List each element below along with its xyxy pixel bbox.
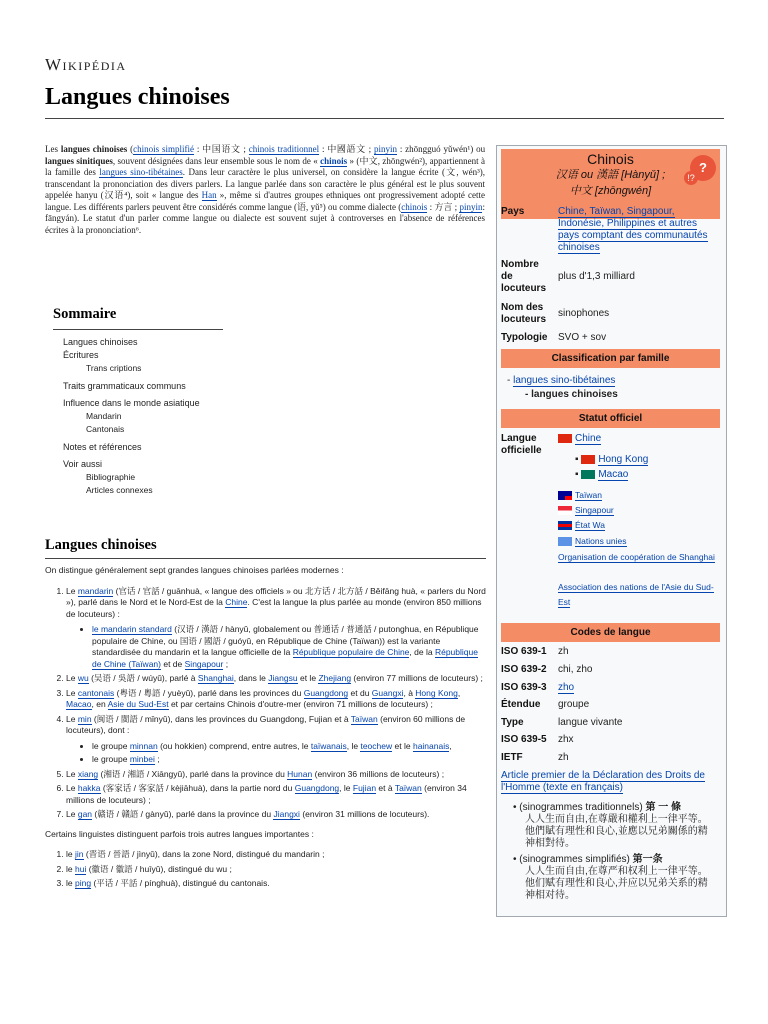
trad-label: (sinogrammes traditionnels) <box>519 802 643 813</box>
toc-item[interactable]: Écritures <box>63 350 99 360</box>
item-text: (徽语 / 徽語 / huīyǔ), distingué du wu ; <box>88 863 232 874</box>
link-chine-ib[interactable]: Chine <box>575 433 602 444</box>
intro-text: : zhōngguó yǔwén¹) ou <box>399 144 486 154</box>
item-text: (平话 / 平話 / pínghuà), distingué du cantonais. <box>93 878 270 888</box>
section-lead: On distingue généralement sept grandes langues chinoises parlées modernes : <box>45 565 344 575</box>
item-text: , en <box>91 699 106 709</box>
list-item <box>66 769 486 781</box>
item-text: (闽语 / 閩語 / mǐnyǔ), dans les provinces du Guangdong, Fujian et à <box>93 713 349 724</box>
list-item <box>66 878 486 890</box>
link-rpc[interactable]: République populaire de Chine <box>292 647 410 657</box>
hong-kong-flag-icon <box>581 455 595 464</box>
official-item <box>558 580 718 610</box>
link-ping[interactable]: ping <box>75 878 92 888</box>
item-text: (湘语 / 湘語 / Xiāngyǔ), parlé dans la province du <box>100 768 285 779</box>
intro-text: . Dans leur caractère le plus universel, on considère la langue écrite (文, wén³), transcendant la prononciation des divers parlers. La langue parlée dans son caractère le plus général est le plus souvent appelée hanyu (汉语⁴), soit « langue des <box>45 167 486 200</box>
code-label: ISO 639-3 <box>501 682 547 693</box>
item-text: Le <box>66 713 76 724</box>
list-item <box>66 849 486 861</box>
link-nations-unies[interactable]: Nations unies <box>575 536 627 546</box>
link-taiwan-ib[interactable]: Taïwan <box>575 490 602 500</box>
typologie-label: Typologie <box>501 332 548 343</box>
intro-text: : 方言 ; <box>429 201 458 212</box>
section-lead-2: Certains linguistes distinguent parfois trois autres langues importantes : <box>45 828 314 839</box>
link-xiang[interactable]: xiang <box>77 768 99 779</box>
item-text: (粤语 / 粵語 / yuèyǔ), parlé dans les provinces du <box>116 687 302 698</box>
table-of-contents <box>45 306 230 497</box>
link-declaration-droits[interactable]: Article premier de la Déclaration des Droits de l'Homme (texte en français) <box>501 770 705 793</box>
link-asean[interactable]: Association des nations de l'Asie du Sud-Est <box>558 582 714 607</box>
item-text: (赣语 / 贛語 / gànyǔ), parlé dans la province du <box>94 809 272 819</box>
link-jiangxi[interactable]: Jiangxi <box>273 809 300 819</box>
speech-bubble-small-icon: !? <box>684 171 698 185</box>
link-etat-wa[interactable]: État Wa <box>575 520 605 530</box>
infobox-subtitle-1: 汉语 ou 漢語 [Hànyǔ] ; <box>555 169 666 181</box>
code-label: ISO 639-1 <box>501 646 547 657</box>
intro-paragraph <box>45 144 485 236</box>
link-singapour-ib[interactable]: Singapour <box>575 505 614 515</box>
link-hong-kong[interactable]: Hong Kong <box>415 687 458 698</box>
official-item: ▪ Hong Kong <box>575 454 649 465</box>
item-text: (吴语 / 吳語 / wúyǔ), parlé à <box>91 673 196 683</box>
singapore-flag-icon <box>558 506 572 515</box>
codes-band: Codes de langue <box>501 623 720 642</box>
link-rdc-taiwan[interactable]: République de Chine (Taïwan) <box>92 647 478 669</box>
nom-locuteurs-label: Nom des locuteurs <box>501 302 547 325</box>
item-text: Le <box>66 809 76 819</box>
item-text: (汉语 / 漢語 / hànyǔ, globalement ou 普通话 / 普通話 / putonghua, en République populaire de Chine, ou 国语 / 國語 / guóyǔ, en République de Chine (Taïwan)) est la variante standardisée du mandarin et la langue officielle de la <box>92 624 479 657</box>
intro-text: : 中国语文 ; <box>196 144 246 154</box>
link-hainanais[interactable]: hainanais <box>412 740 450 751</box>
official-item <box>558 535 627 547</box>
item-text: (ou hokkien) comprend, entre autres, le <box>160 740 309 751</box>
official-item <box>558 433 601 445</box>
nombre-locuteurs-value: plus d'1,3 milliard <box>558 271 635 282</box>
toc-divider <box>53 329 223 330</box>
link-guangxi[interactable]: Guangxi <box>371 687 404 698</box>
link-guangdong[interactable]: Guangdong <box>303 687 349 698</box>
link-chine[interactable]: Chine <box>225 597 248 607</box>
section-divider <box>45 558 486 559</box>
item-text: . C'est la langue la plus parlée au monde (environ 850 millions de locuteurs) : <box>66 597 482 619</box>
typologie-value: SVO + sov <box>558 332 607 343</box>
code-label: IETF <box>501 752 523 763</box>
item-text: (environ 34 millions de locuteurs) ; <box>66 783 467 805</box>
taiwan-flag-icon <box>558 491 572 500</box>
item-text: ; <box>225 658 229 669</box>
official-item <box>558 550 718 565</box>
statut-band: Statut officiel <box>501 409 720 428</box>
item-text: , <box>449 740 452 751</box>
item-text: Le <box>66 585 76 596</box>
link-guangdong-2[interactable]: Guangdong <box>294 783 340 793</box>
classification-current: langues chinoises <box>531 389 618 400</box>
intro-text: : 中國語文 ; <box>321 144 372 154</box>
code-value: chi, zho <box>558 664 593 675</box>
intro-text: Les <box>45 144 58 154</box>
item-text: , à <box>403 687 413 698</box>
other-languages-list <box>45 849 486 890</box>
link-gan[interactable]: gan <box>77 809 93 819</box>
link-jin[interactable]: jin <box>75 849 84 859</box>
un-flag-icon <box>558 537 572 546</box>
simp-label: (sinogrammes simplifiés) <box>519 854 630 865</box>
item-text: , le <box>339 783 351 793</box>
item-text: Le <box>66 768 76 779</box>
intro-text: » (中文, zhōngwén²), appartiennent à la famille des <box>45 155 485 177</box>
item-text: le <box>66 863 73 874</box>
link-wu[interactable]: wu <box>77 673 89 683</box>
list-item <box>66 783 486 806</box>
toc-subitem[interactable]: Cantonais <box>86 424 125 434</box>
link-jiangsu[interactable]: Jiangsu <box>268 673 298 683</box>
classification-item: - langues sino-tibétaines <box>507 375 616 386</box>
item-text: et par certains Chinois d'outre-mer (environ 71 millions de locuteurs) ; <box>170 699 433 709</box>
intro-bold-term: langues sinitiques <box>45 155 113 166</box>
list-item <box>92 741 486 753</box>
toc-item[interactable]: Traits grammaticaux communs <box>63 381 186 391</box>
infobox-subtitle-2: 中文 [zhōngwén] <box>569 185 652 197</box>
link-mandarin[interactable]: mandarin <box>77 585 114 596</box>
intro-bold-term: langues chinoises <box>60 144 128 154</box>
page-title: Langues chinoises <box>45 84 230 110</box>
sublist <box>66 624 486 670</box>
item-text: (晋语 / 晉語 / jìnyǔ), dans la zone Nord, distingué du mandarin ; <box>85 849 325 859</box>
infobox <box>496 145 727 917</box>
toc-item[interactable]: Langues chinoises <box>63 337 138 347</box>
link-teochew[interactable]: teochew <box>360 740 393 751</box>
intro-text: », même si d'autres groupes ethniques ont progressivement adopté cette langue. Les différents parlers peuvent être considérés comme langue (语, yǔ⁵) ou comme dialecte ( <box>45 190 485 212</box>
official-item: ▪ Macao <box>575 469 629 480</box>
item-text: le <box>66 878 73 888</box>
code-value <box>558 682 574 694</box>
toc-subitem[interactable]: Bibliographie <box>86 472 136 482</box>
item-text: , le <box>346 740 359 751</box>
code-label: ISO 639-5 <box>501 734 547 745</box>
link-macao[interactable]: Macao <box>66 699 92 709</box>
item-text: et le <box>394 740 411 751</box>
list-item <box>66 688 486 711</box>
wikipedia-wordmark[interactable]: Wikipédia <box>45 55 127 74</box>
link-langues-sino-tibetaines-ib[interactable]: langues sino-tibétaines <box>513 375 616 386</box>
list-item <box>66 714 486 766</box>
toc-subitem[interactable]: Mandarin <box>86 411 122 421</box>
code-value: zhx <box>558 734 574 745</box>
link-singapour[interactable]: Singapour <box>184 658 224 669</box>
toc-item[interactable]: Voir aussi <box>63 459 103 469</box>
classification-band: Classification par famille <box>501 349 720 368</box>
item-text: , <box>457 687 461 698</box>
item-text: (environ 36 millions de locuteurs) ; <box>314 768 445 779</box>
link-chinois-bold[interactable]: chinois <box>320 155 348 166</box>
link-pinyin-2[interactable]: pinyin <box>459 201 483 212</box>
simp-text: 人人生而自由,在尊严和权利上一律平等。他们赋有理性和良心,并应以兄弟关系的精神相对待。 <box>525 866 708 901</box>
link-min[interactable]: min <box>77 713 92 724</box>
section-body <box>45 565 486 898</box>
item-text: le groupe <box>92 754 128 764</box>
official-item <box>558 519 605 531</box>
item-text: (官话 / 官話 / guānhuà, « langue des officiels » ou 北方话 / 北方話 / Běifāng huà, « parlers du Nord »), parlé dans le Nord et le Nord-Est de la <box>66 585 486 607</box>
infobox-title: Chinois <box>587 151 634 167</box>
speech-bubble-icon: ? <box>690 155 716 181</box>
declaration-link <box>501 770 721 794</box>
pays-label: Pays <box>501 206 525 217</box>
link-chinois[interactable]: chinois <box>401 201 428 212</box>
link-chinois-traditionnel[interactable]: chinois traditionnel <box>248 144 320 154</box>
item-text: (environ 31 millions de locuteurs). <box>302 809 430 819</box>
code-value: zh <box>558 752 569 763</box>
nombre-locuteurs-label: Nombre de locuteurs <box>501 259 547 294</box>
pays-links[interactable]: Chine, Taïwan, Singapour, Indonésie, Philippines et autres pays comptant des communautés chinoises <box>558 206 708 253</box>
toc-subitem[interactable]: Trans criptions <box>86 363 142 373</box>
wa-flag-icon <box>558 521 572 530</box>
item-text: et à <box>378 783 393 793</box>
main-languages-list <box>45 586 486 821</box>
sublist <box>66 741 486 766</box>
langue-officielle-label: Langue officielle <box>501 433 542 456</box>
toc-subitem[interactable]: Articles connexes <box>86 485 153 495</box>
declaration-simplified: • (sinogrammes simplifiés) 第一条 人人生而自由,在尊严和权利上一律平等。他们赋有理性和良心,并应以兄弟关系的精神相对待。 <box>513 854 713 902</box>
item-text: (environ 77 millions de locuteurs) ; <box>353 673 483 683</box>
link-hong-kong-ib[interactable]: Hong Kong <box>598 454 649 465</box>
link-zho[interactable]: zho <box>558 682 575 693</box>
list-item <box>66 864 486 876</box>
simp-heading: 第一条 <box>632 854 663 865</box>
link-shanghai[interactable]: Shanghai <box>197 673 234 683</box>
link-asie-du-sud-est[interactable]: Asie du Sud-Est <box>107 699 169 709</box>
link-fujian[interactable]: Fujian <box>352 783 377 793</box>
item-text: Le <box>66 783 76 793</box>
link-pinyin[interactable]: pinyin <box>373 144 397 154</box>
official-item <box>558 504 614 516</box>
china-flag-icon <box>558 434 572 443</box>
link-taiwanais[interactable]: taïwanais <box>310 740 347 751</box>
link-minnan[interactable]: minnan <box>129 740 158 751</box>
intro-text: : fāngyán). Le statut d'un parler comme langue ou dialecte est souvent sujet à controverses en l'absence de références écrites à la prononciation⁶. <box>45 201 485 235</box>
item-text: , dans le <box>233 673 266 683</box>
item-text: Le <box>66 687 76 698</box>
item-text: et de <box>163 658 183 669</box>
trad-text: 人人生而自由,在尊嚴和權利上一律平等。他們賦有理性和良心,並應以兄弟關係的精神相對待。 <box>525 814 708 849</box>
toc-item[interactable]: Influence dans le monde asiatique <box>63 398 200 408</box>
list-item <box>66 809 486 821</box>
link-hui[interactable]: hui <box>75 863 87 874</box>
section-heading: Langues chinoises <box>45 537 157 553</box>
link-hakka[interactable]: hakka <box>77 783 101 793</box>
list-item <box>66 586 486 671</box>
item-text: Le <box>66 673 76 683</box>
item-text: le <box>66 849 73 859</box>
link-zhejiang[interactable]: Zhejiang <box>318 673 352 683</box>
intro-text: ( <box>130 144 134 154</box>
item-text: et le <box>299 673 317 683</box>
trad-heading: 第 一 條 <box>645 802 682 813</box>
list-item <box>66 673 486 685</box>
item-text: et du <box>350 687 370 698</box>
link-cantonais[interactable]: cantonais <box>77 687 115 698</box>
item-text: (客家话 / 客家話 / kèjiāhuà), dans la partie nord du <box>102 783 293 793</box>
link-macao-ib[interactable]: Macao <box>598 469 629 480</box>
code-value: zh <box>558 646 569 657</box>
code-label: Étendue <box>501 699 541 710</box>
list-item <box>92 754 486 766</box>
link-ocs[interactable]: Organisation de coopération de Shanghai <box>558 552 715 562</box>
item-text: ; <box>157 754 160 764</box>
title-divider <box>45 118 724 119</box>
code-label: ISO 639-2 <box>501 664 547 675</box>
toc-item[interactable]: Notes et références <box>63 442 142 452</box>
item-text: (environ 60 millions de locuteurs), dont : <box>66 713 466 735</box>
link-mandarin-standard[interactable]: le mandarin standard <box>92 624 172 634</box>
link-taiwan-2[interactable]: Taïwan <box>394 783 422 793</box>
link-chinois-simplifie[interactable]: chinois simplifié <box>133 144 194 154</box>
pays-value <box>558 206 718 254</box>
item-text: le groupe <box>92 740 128 751</box>
toc-title: Sommaire <box>53 306 117 322</box>
macao-flag-icon <box>581 470 595 479</box>
link-langues-sino-tibetaines[interactable]: langues sino-tibétaines <box>99 167 183 177</box>
intro-text: , souvent désignées dans leur ensemble sous le nom de « <box>112 155 318 166</box>
declaration-traditional: • (sinogrammes traditionnels) 第 一 條 人人生而自由,在尊嚴和權利上一律平等。他們賦有理性和良心,並應以兄弟關係的精神相對待。 <box>513 802 713 850</box>
link-hunan[interactable]: Hunan <box>287 768 313 779</box>
official-item <box>558 489 602 501</box>
code-label: Type <box>501 717 524 728</box>
code-value: langue vivante <box>558 717 623 728</box>
nom-locuteurs-value: sinophones <box>558 308 610 319</box>
link-taiwan[interactable]: Taïwan <box>350 713 378 724</box>
list-item <box>92 624 486 670</box>
code-value: groupe <box>558 699 590 710</box>
link-han[interactable]: Han <box>201 190 217 200</box>
link-minbei[interactable]: minbei <box>129 754 155 764</box>
item-text: , de la <box>409 647 433 657</box>
classification-item: - langues chinoises <box>525 389 618 400</box>
